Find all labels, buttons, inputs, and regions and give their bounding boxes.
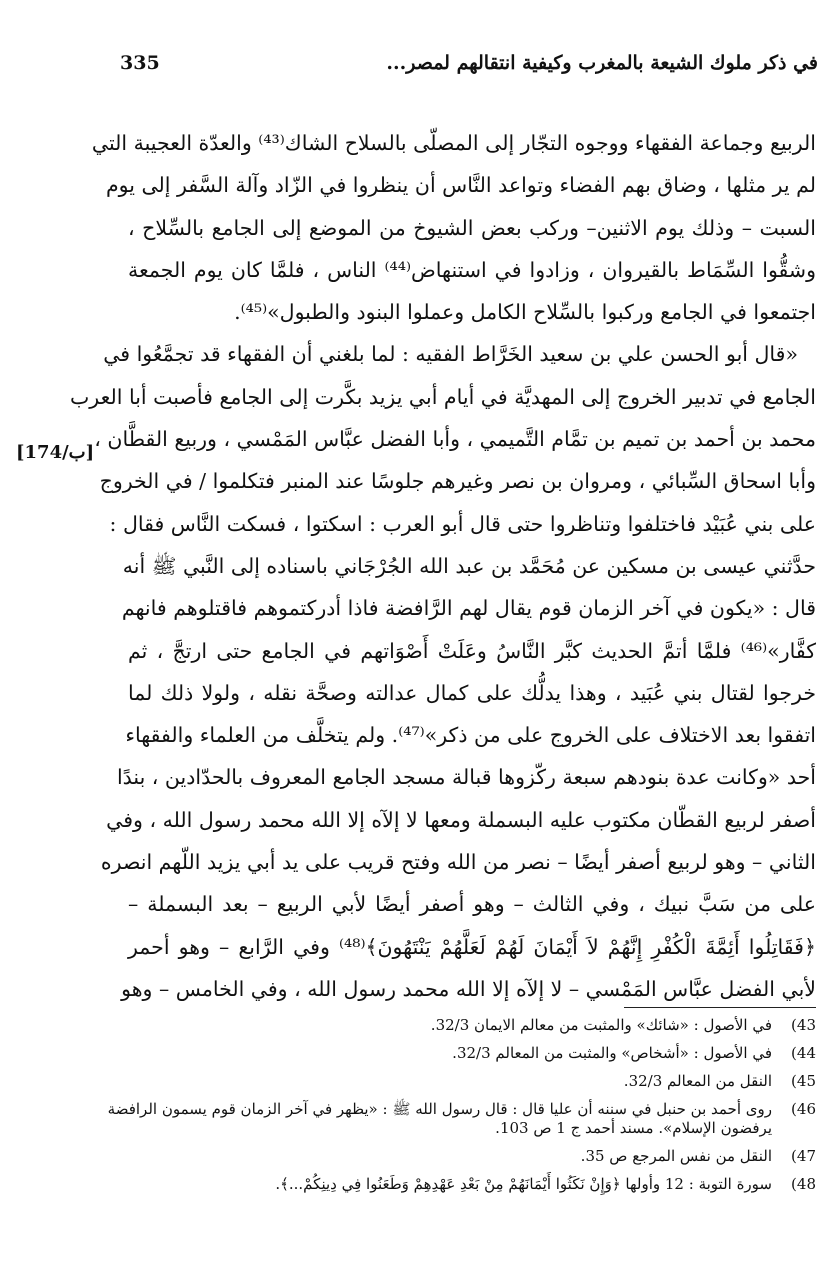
footnote-text: النقل من المعالم 32/3. — [623, 1072, 772, 1090]
text-line: أحد «وكانت عدة بنودهم سبعة ركّزوها قبالة مسجد الجامع المعروف بالحدّادين ، بندًا — [116, 765, 816, 790]
main-text — [70, 122, 816, 1010]
text-line: على من سَبَّ نبيك ، وفي الثالث – وهو أصفر أيضًا لأبي الربيع – بعد البسملة – — [128, 892, 816, 917]
text-line: السبت – وذلك يوم الاثنين– وركب بعض الشيوخ من الموضع إلى الجامع بالسِّلاح ، — [128, 215, 816, 240]
text-line: وأبا اسحاق السِّبائي ، ومروان بن نصر وغيرهم جلوسًا عند المنبر فتكلموا / في الخروج — [99, 469, 816, 494]
text-line: حدَّثني عيسى بن مسكين عن مُحَمَّد بن عبد الله الجُرْجَاني باسناده إلى النَّبي ﷺ أنه — [122, 553, 816, 578]
chapter-title: في ذكر ملوك الشيعة بالمغرب وكيفية انتقالهم لمصر... — [386, 52, 818, 74]
footnote-number: 44) — [791, 1044, 816, 1062]
text-line: خرجوا لقتال بني عُبَيد ، وهذا يدلُّك على كمال عدالته وصحَّة نقله ، ولولا ذلك لما — [128, 680, 816, 705]
footnote — [100, 1100, 816, 1138]
footnotes — [100, 1016, 816, 1203]
footnote-text: روى أحمد بن حنبل في سننه أن عليا قال : قال رسول الله ﷺ : «يظهر في آخر الزمان قوم يسمون الرافضة يرفضون الإسلام». مسند أحمد ج 1 ص 103. — [107, 1100, 772, 1137]
footnote-text: سورة التوبة : 12 وأولها ﴿وَإِنْ نَكَثُوا أَيْمَانَهُمْ مِنْ بَعْدِ عَهْدِهِمْ وَطَعَنُوا فِي دِينِكُمْ...﴾. — [275, 1175, 772, 1193]
text-line: أصفر لربيع القطّان مكتوب عليه البسملة ومعها لا إلآه إلا الله محمد رسول الله ، وفي — [106, 807, 816, 832]
text-line: الربيع وجماعة الفقهاء ووجوه التجّار إلى المصلّى بالسلاح الشاك⁽⁴³⁾ والعدّة العجيبة التي — [91, 131, 816, 155]
text-line: قال : «يكون في آخر الزمان قوم يقال لهم الرَّافضة فاذا أدركتموهم فاقتلوهم فانهم — [121, 596, 816, 621]
footnote-number: 47) — [791, 1147, 816, 1165]
text-line: وشقُّوا السِّمَاط بالقيروان ، وزادوا في استنهاض⁽⁴⁴⁾ الناس ، فلمَّا كان يوم الجمعة — [128, 257, 816, 282]
text-line: لم ير مثلها ، وضاق بهم الفضاء وتواعد النَّاس أن ينظروا في الزّاد وآلة السَّفر إلى يوم — [105, 173, 816, 198]
footnote-number: 45) — [791, 1072, 816, 1090]
footnote-text: في الأصول : «شائك» والمثبت من معالم الايمان 32/3. — [430, 1016, 772, 1034]
text-line: على بني عُبَيْد فاختلفوا وتناظروا حتى قال أبو العرب : اسكتوا ، فسكت النَّاس فقال : — [109, 511, 816, 536]
text-line: الثاني – وهو لربيع أصفر أيضًا – نصر من الله وفتح قريب على يد أبي يزيد اللّهم انصره — [100, 850, 816, 875]
footnote — [100, 1175, 816, 1194]
text-line: «قال أبو الحسن علي بن سعيد الخَرَّاط الفقيه : لما بلغني أن الفقهاء قد تجمَّعُوا في — [103, 342, 798, 367]
footnote-number: 48) — [791, 1175, 816, 1193]
footnote-number: 46) — [791, 1100, 816, 1118]
manuscript-folio-marker: [174/ب] — [16, 442, 95, 463]
text-line: الجامع في تدبير الخروج إلى المهديَّة في أيام أبي يزيد بكَّرت إلى الجامع فأصبت أبا العرب — [70, 384, 816, 409]
footnote — [100, 1072, 816, 1091]
footnote — [100, 1044, 816, 1063]
text-line: محمد بن أحمد بن تميم بن تمَّام التَّميمي ، وأبا الفضل عبَّاس المَمْسي ، وربيع القطَّان ، — [94, 427, 816, 452]
footnote-number: 43) — [791, 1016, 816, 1034]
running-header — [100, 52, 818, 82]
footnote-text: في الأصول : «أشخاص» والمثبت من المعالم 32/3. — [452, 1044, 772, 1062]
footnote — [100, 1016, 816, 1035]
footnote-text: النقل من نفس المرجع ص 35. — [580, 1147, 772, 1165]
text-line: اتفقوا بعد الاختلاف على الخروج على من ذكر»⁽⁴⁷⁾. ولم يتخلَّف من العلماء والفقهاء — [125, 723, 816, 748]
page-number: 335 — [120, 52, 160, 74]
text-line: ﴿فَقَاتِلُوا أَئِمَّةَ الْكُفْرِ إِنَّهُمْ لاَ أَيْمَانَ لَهُمْ لَعَلَّهُمْ يَنْتَهُونَ﴾⁽⁴⁸⁾ وفي الرَّابع – وهو أحمر — [128, 934, 816, 959]
footnote-separator — [624, 1007, 816, 1008]
footnote — [100, 1147, 816, 1166]
text-line: كفَّار»⁽⁴⁶⁾ فلمَّا أتمَّ الحديث كبَّر النَّاسُ وعَلَتْ أَصْوَاتهم في الجامع حتى ارتجَّ ، ثم — [128, 638, 816, 663]
text-line: لأبي الفضل عبَّاس المَمْسي – لا إلآه إلا الله محمد رسول الله ، وفي الخامس – وهو — [121, 976, 816, 1001]
text-line: اجتمعوا في الجامع وركبوا بالسِّلاح الكامل وعملوا البنود والطبول»⁽⁴⁵⁾. — [234, 300, 816, 325]
